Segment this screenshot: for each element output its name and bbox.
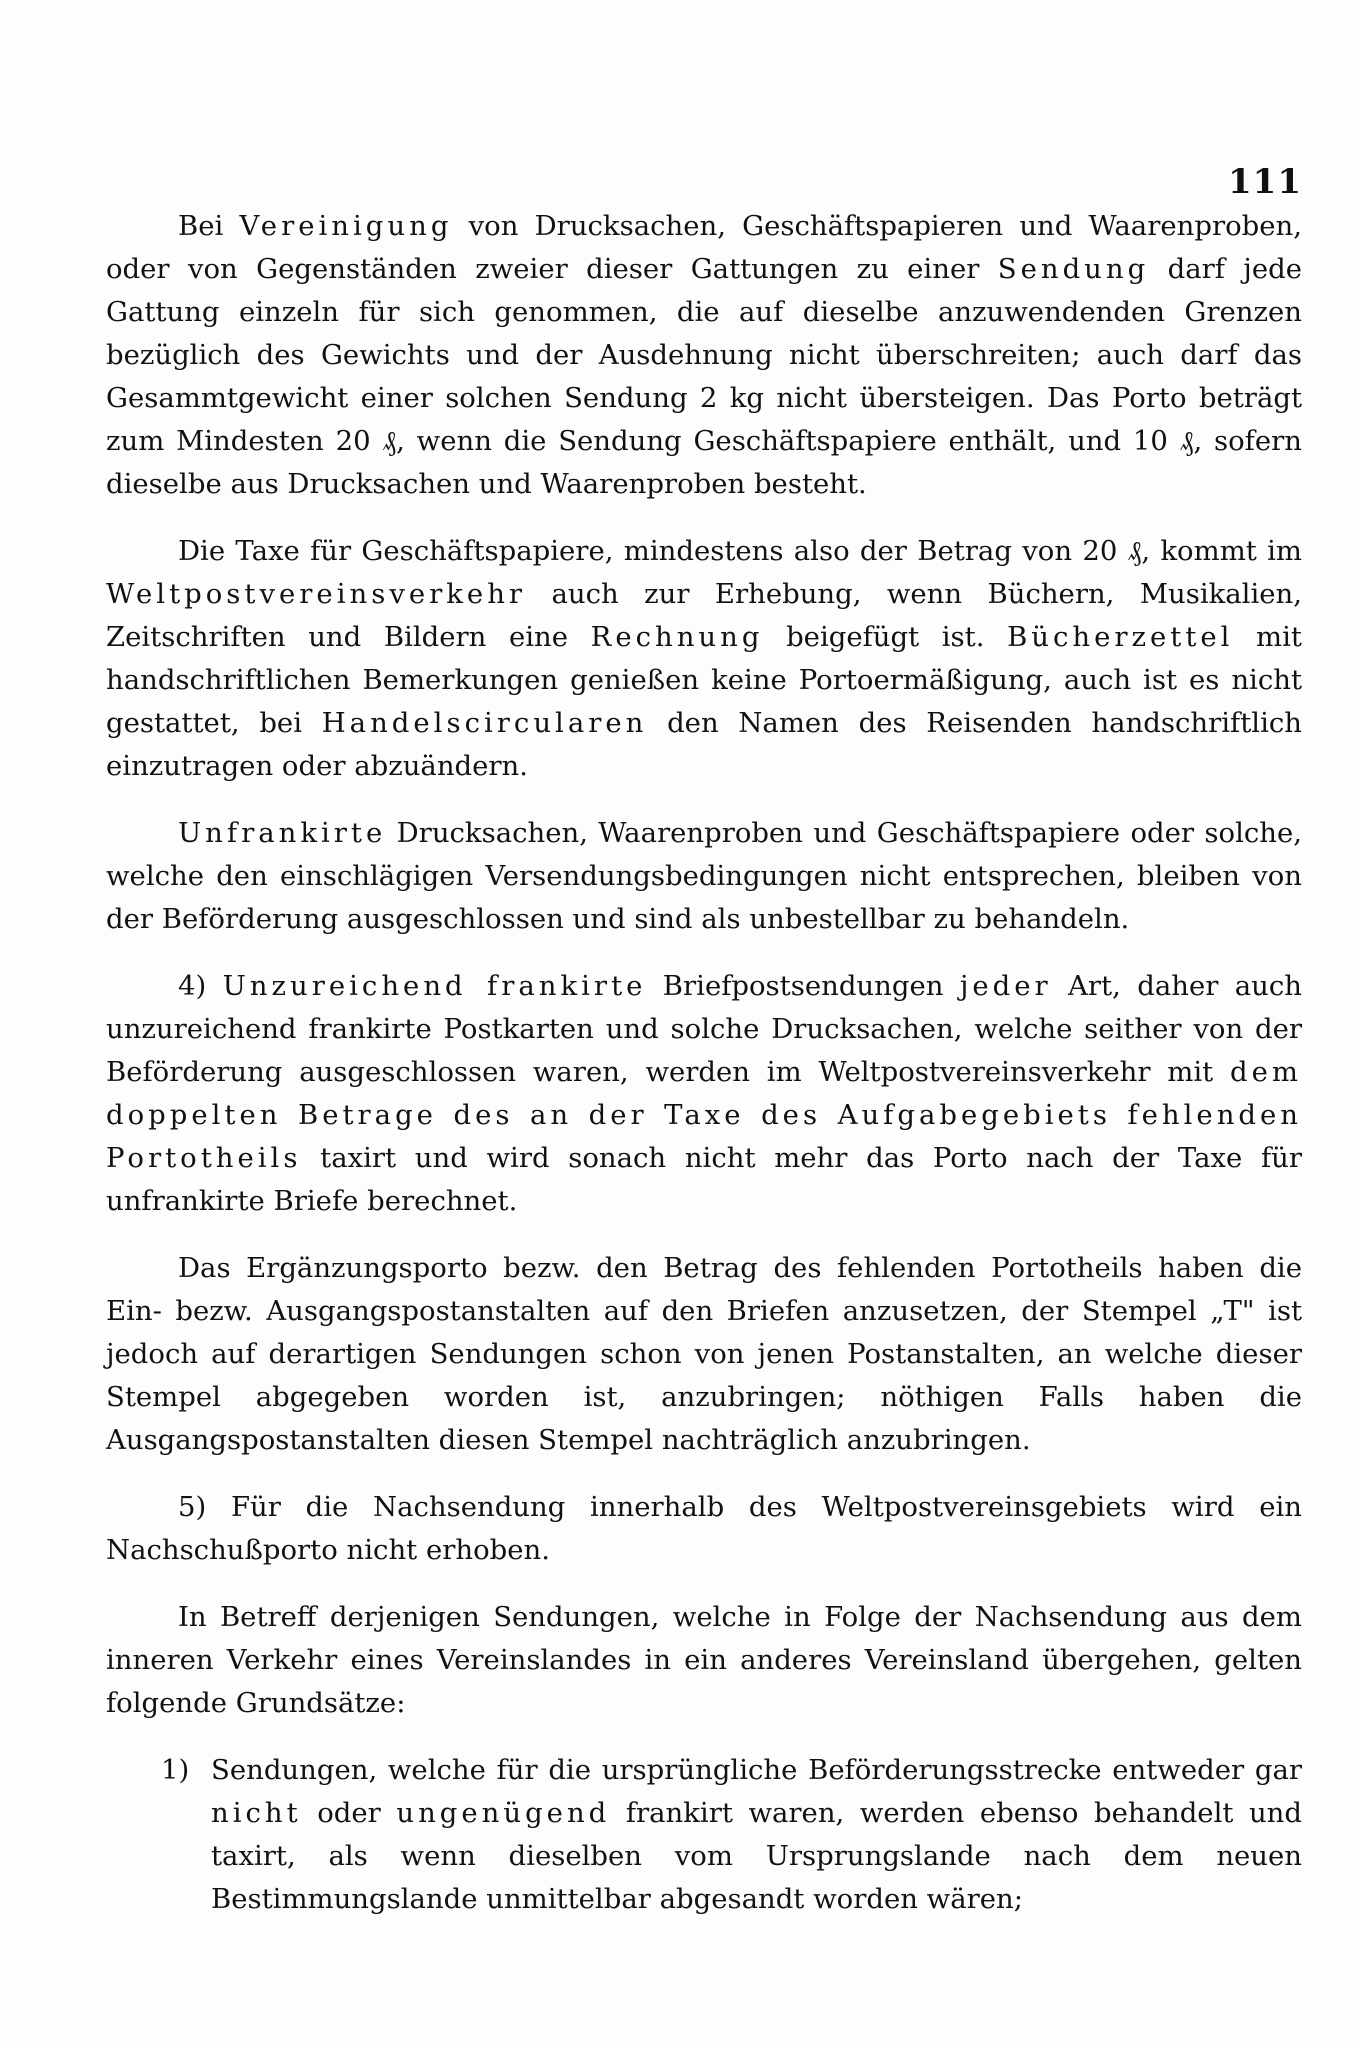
text-run: beigefügt ist. — [763, 621, 1008, 653]
page-number: 111 — [1228, 162, 1302, 202]
spaced-emphasis-text: Sendung — [997, 253, 1150, 285]
list-item-number: 1) — [161, 1754, 190, 1786]
text-run: 4) — [178, 970, 223, 1002]
paragraph-p3 — [106, 812, 1302, 941]
paragraph-p2 — [106, 530, 1302, 788]
paragraph-p1 — [106, 205, 1302, 506]
text-run: taxirt und wird sonach nicht mehr das Porto nach der Taxe für unfrankirte Briefe berechnet. — [106, 1142, 1302, 1217]
text-run: oder — [301, 1797, 397, 1829]
text-run: auch zur Erhebung, wenn Büchern, Musikalien, Zeitschriften und Bildern eine — [106, 578, 1302, 653]
spaced-emphasis-text: dem doppelten Betrage des an der Taxe des Aufgabegebiets fehlenden Portotheils — [106, 1056, 1302, 1174]
text-run: Briefpostsendungen — [646, 970, 960, 1002]
text-run: frankirt waren, werden ebenso behandelt und taxirt, als wenn dieselben vom Ursprungslande nach dem neuen Bestimmungslande unmittelbar abgesandt worden wären; — [211, 1797, 1302, 1915]
paragraph-p7 — [106, 1596, 1302, 1725]
spaced-emphasis-text: Bücherzettel — [1007, 621, 1234, 653]
text-run: Die Taxe für Geschäftspapiere, mindestens also der Betrag von 20 ₰, kommt im — [178, 535, 1302, 567]
text-run: den Namen des Reisenden handschriftlich einzutragen oder abzuändern. — [106, 707, 1302, 782]
text-run: mit handschriftlichen Bemerkungen genießen keine Portoermäßigung, auch ist es nicht gestattet, bei — [106, 621, 1302, 739]
spaced-emphasis-text: Rechnung — [590, 621, 764, 653]
spaced-emphasis-text: Handelscircularen — [321, 707, 648, 739]
spaced-emphasis-text: Unfrankirte — [178, 817, 387, 849]
spaced-emphasis-text: jeder — [959, 970, 1052, 1002]
paragraph-p6 — [106, 1486, 1302, 1572]
paragraph-p4 — [106, 965, 1302, 1223]
spaced-emphasis-text: Weltpostvereinsverkehr — [106, 578, 527, 610]
spaced-emphasis-text: Vereinigung — [239, 210, 453, 242]
text-run: Das Ergänzungsporto bezw. den Betrag des fehlenden Portotheils haben die Ein- bezw. Ausgangspostanstalten auf den Briefen anzusetzen, der Stempel „T" ist jedoch auf derartigen Sendungen schon von jenen Postanstalten, an welche dieser Stempel abgegeben worden ist, anzubringen; nöthigen Falls haben die Ausgangspostanstalten diesen Stempel nachträglich anzubringen. — [106, 1252, 1302, 1456]
text-run: 5) Für die Nachsendung innerhalb des Weltpostvereinsgebiets wird ein Nachschußporto nicht erhoben. — [106, 1491, 1302, 1566]
body-text — [106, 205, 1302, 1921]
text-run: Bei — [178, 210, 240, 242]
paragraph-p5 — [106, 1247, 1302, 1462]
list-item — [161, 1749, 1302, 1921]
text-run: In Betreff derjenigen Sendungen, welche in Folge der Nachsendung aus dem inneren Verkehr eines Vereinslandes in ein anderes Vereinsland übergehen, gelten folgende Grundsätze: — [106, 1601, 1302, 1719]
spaced-emphasis-text: Unzureichend frankirte — [222, 970, 647, 1002]
spaced-emphasis-text: nicht — [211, 1797, 302, 1829]
spaced-emphasis-text: ungenügend — [396, 1797, 611, 1829]
text-run: Sendungen, welche für die ursprüngliche Beförderungsstrecke entweder gar — [211, 1754, 1302, 1786]
text-run: Art, daher auch unzureichend frankirte Postkarten und solche Drucksachen, welche seither von der Beförderung ausgeschlossen waren, werden im Weltpostvereinsverkehr mit — [106, 970, 1302, 1088]
text-run: von Drucksachen, Geschäftspapieren und Waarenproben, oder von Gegenständen zweier dieser Gattungen zu einer — [106, 210, 1302, 285]
text-run: darf jede Gattung einzeln für sich genommen, die auf dieselbe anzuwendenden Grenzen bezüglich des Gewichts und der Ausdehnung nicht überschreiten; auch darf das Gesammtgewicht einer solchen Sendung 2 kg nicht übersteigen. Das Porto beträgt zum Mindesten 20 ₰, wenn die Sendung Geschäftspapiere enthält, und 10 ₰, sofern dieselbe aus Drucksachen und Waarenproben besteht. — [106, 253, 1302, 500]
text-run: Drucksachen, Waarenproben und Geschäftspapiere oder solche, welche den einschlägigen Versendungsbedingungen nicht entsprechen, bleiben von der Beförderung ausgeschlossen und sind als unbestellbar zu behandeln. — [106, 817, 1302, 935]
